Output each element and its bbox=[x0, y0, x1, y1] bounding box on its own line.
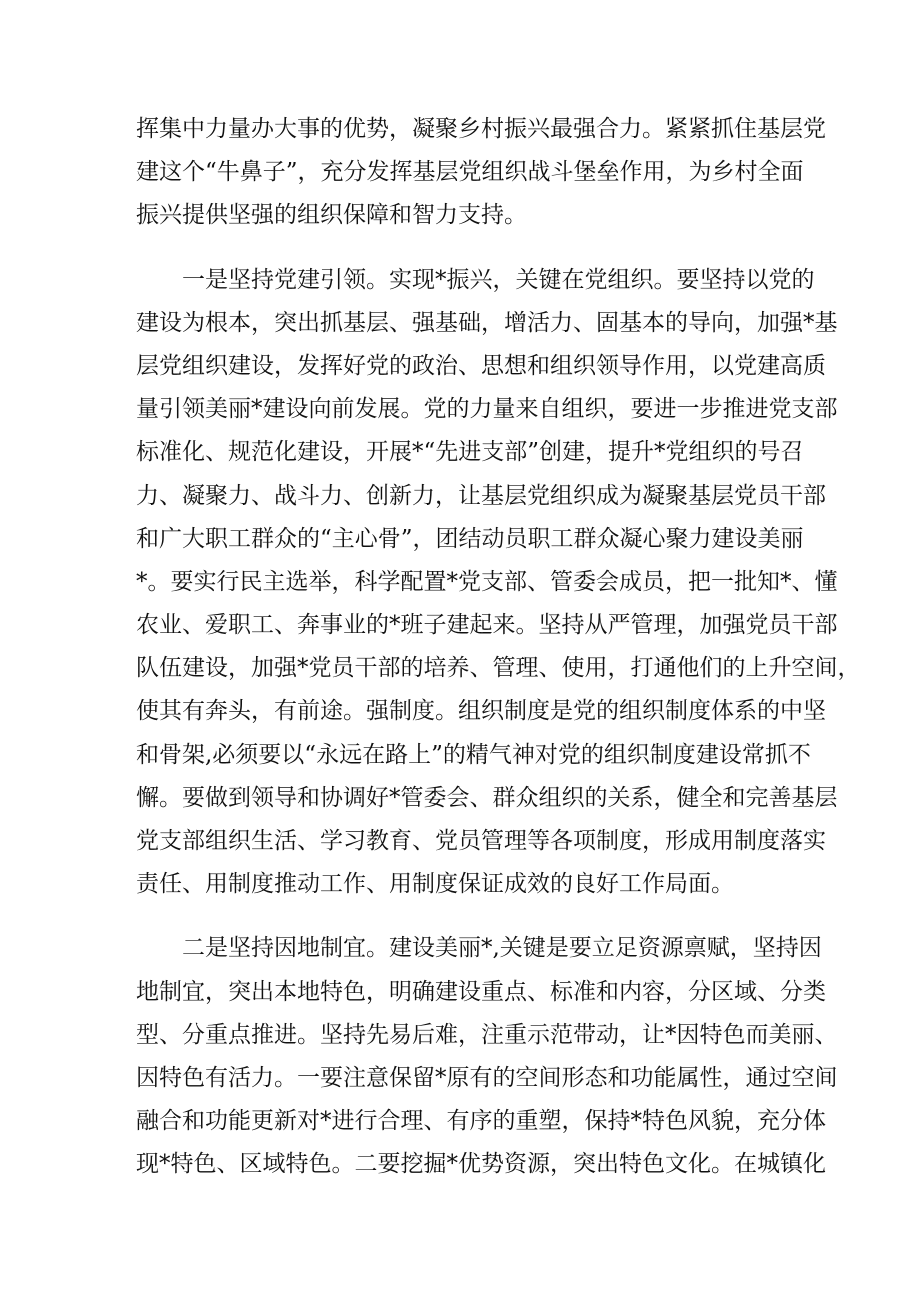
text-line: 力、凝聚力、战斗力、创新力，让基层党组织成为凝聚基层党员干部 bbox=[136, 482, 826, 509]
paragraph-local-conditions bbox=[136, 927, 838, 1186]
text-line: 标准化、规范化建设，开展*“先进支部”创建，提升*党组织的号召 bbox=[136, 439, 804, 466]
paragraph-party-building bbox=[136, 259, 861, 907]
text-line: 振兴提供坚强的组织保障和智力支持。 bbox=[136, 202, 527, 229]
text-line: 队伍建设，加强*党员干部的培养、管理、使用，打通他们的上升空间， bbox=[136, 655, 861, 682]
text-line: 层党组织建设，发挥好党的政治、思想和组织领导作用，以党建高质 bbox=[136, 352, 826, 379]
document-body bbox=[136, 108, 861, 1187]
text-line: 量引领美丽*建设向前发展。党的力量来自组织，要进一步推进党支部 bbox=[136, 396, 838, 423]
text-line: 挥集中力量办大事的优势，凝聚乡村振兴最强合力。紧紧抓住基层党 bbox=[136, 116, 826, 142]
text-line: 农业、爱职工、奔事业的*班子建起来。坚持从严管理，加强党员干部 bbox=[136, 612, 838, 639]
text-line: 懈。要做到领导和协调好*管委会、群众组织的关系，健全和完善基层 bbox=[136, 784, 838, 811]
text-line-indented: 二是坚持因地制宜。建设美丽*,关键是要立足资源禀赋，坚持因 bbox=[182, 935, 822, 962]
text-line: 和广大职工群众的“主心骨”，团结动员职工群众凝心聚力建设美丽 bbox=[136, 525, 804, 552]
text-line: 地制宜，突出本地特色，明确建设重点、标准和内容，分区域、分类 bbox=[136, 978, 826, 1005]
text-line: 使其有奔头，有前途。强制度。组织制度是党的组织制度体系的中坚 bbox=[136, 698, 826, 725]
text-line: 责任、用制度推动工作、用制度保证成效的良好工作局面。 bbox=[136, 871, 734, 898]
text-line: 建这个“牛鼻子”，充分发挥基层党组织战斗堡垒作用，为乡村全面 bbox=[136, 159, 804, 186]
text-line: 因特色有活力。一要注意保留*原有的空间形态和功能属性，通过空间 bbox=[136, 1064, 838, 1091]
text-line: 融合和功能更新对*进行合理、有序的重塑，保持*特色风貌，充分体 bbox=[136, 1108, 826, 1135]
text-line: 和骨架,必须要以“永远在路上”的精气神对党的组织制度建设常抓不 bbox=[136, 741, 811, 768]
text-line: 党支部组织生活、学习教育、党员管理等各项制度，形成用制度落实 bbox=[136, 828, 826, 854]
text-line: 现*特色、区域特色。二要挖掘*优势资源，突出特色文化。在城镇化 bbox=[136, 1151, 826, 1178]
paragraph-intro-continuation bbox=[136, 108, 826, 238]
text-line: *。要实行民主选举，科学配置*党支部、管委会成员，把一批知*、懂 bbox=[136, 568, 838, 595]
text-line: 型、分重点推进。坚持先易后难，注重示范带动，让*因特色而美丽、 bbox=[136, 1021, 838, 1048]
text-line-indented: 一是坚持党建引领。实现*振兴，关键在党组织。要坚持以党的 bbox=[182, 266, 815, 293]
text-line: 建设为根本，突出抓基层、强基础，增活力、固基本的导向，加强*基 bbox=[136, 309, 838, 336]
